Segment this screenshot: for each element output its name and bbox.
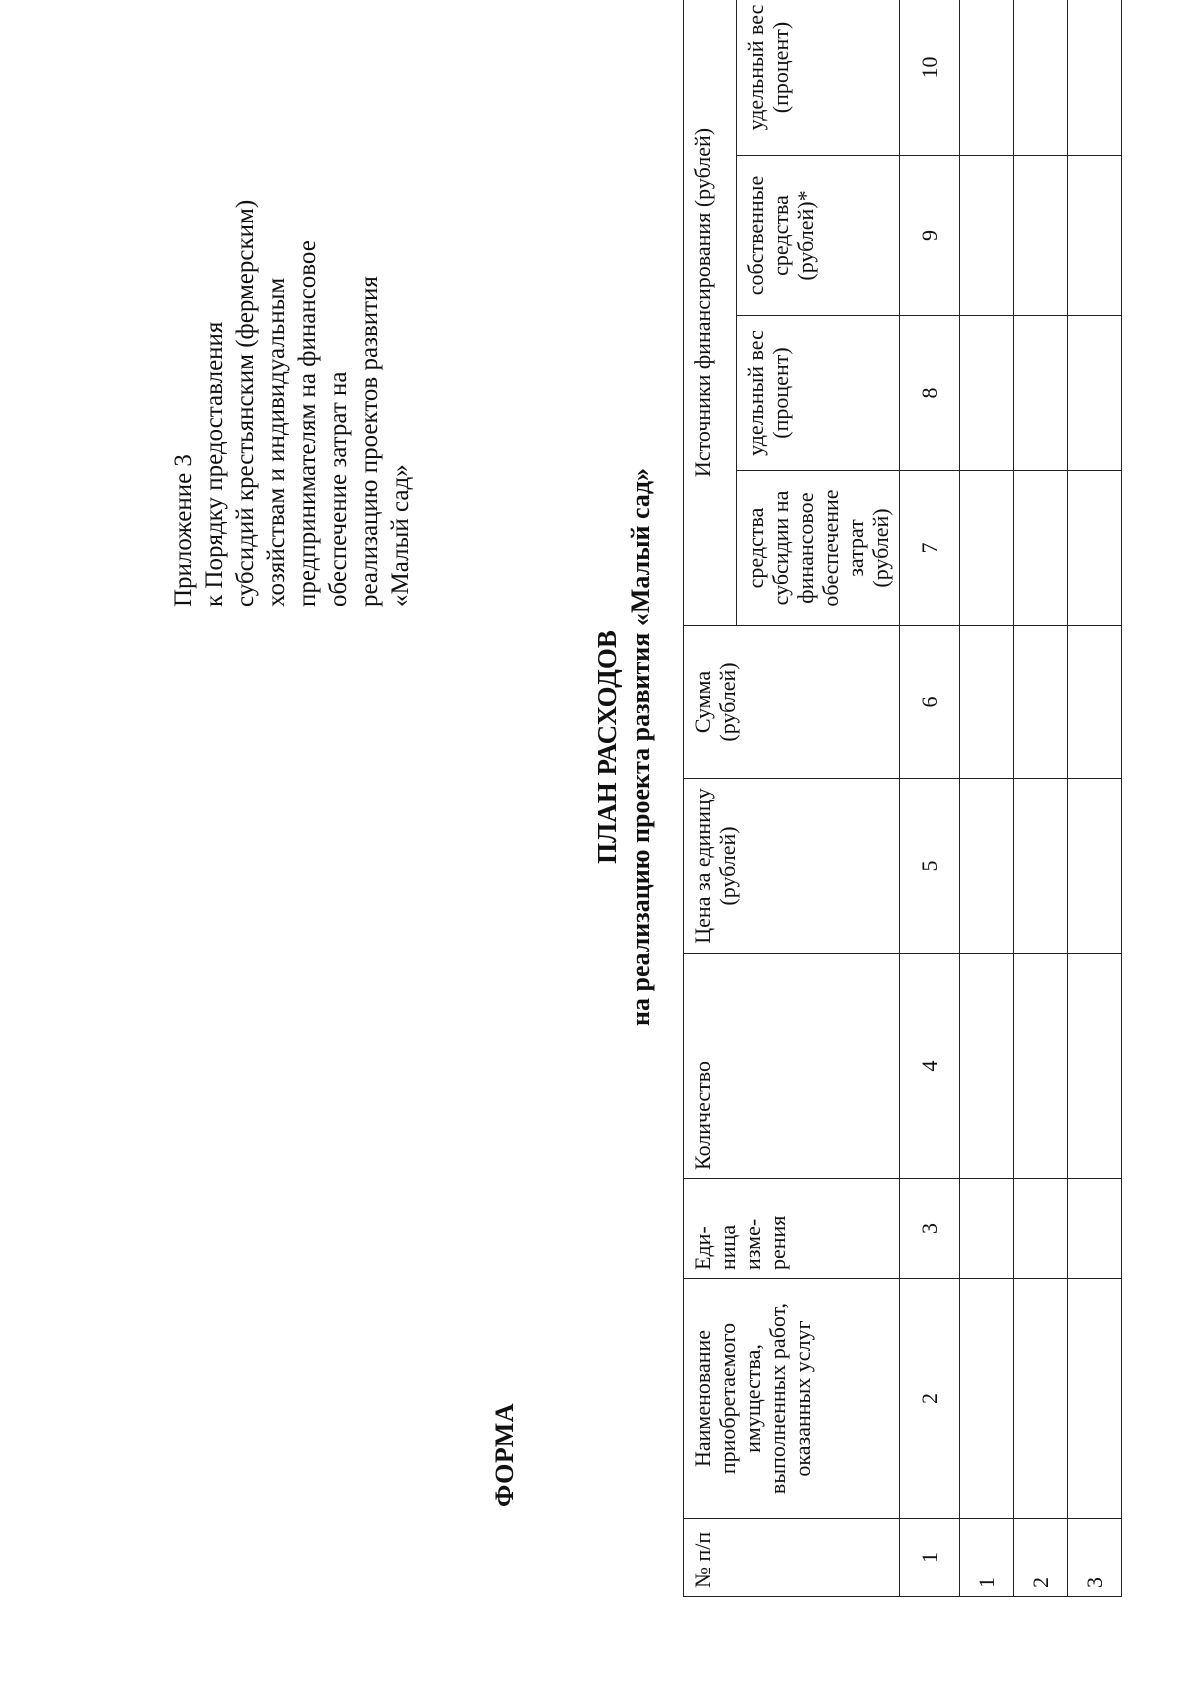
column-number: 3	[900, 1179, 960, 1279]
header-name: Наименование приобретаемого имущества, выполненных работ, оказанных услуг	[684, 1279, 900, 1519]
column-number: 9	[900, 156, 960, 316]
column-number: 2	[900, 1279, 960, 1519]
table-header-row	[684, 0, 737, 1597]
cell-empty	[1068, 1279, 1122, 1519]
cell-empty	[1014, 1179, 1068, 1279]
cell-empty	[1014, 156, 1068, 316]
cell-empty	[1014, 316, 1068, 471]
cell-empty	[960, 954, 1014, 1179]
cell-empty	[1014, 471, 1068, 626]
appendix-line: реализацию проектов развития	[356, 276, 383, 607]
table-row	[1068, 0, 1122, 1597]
cell-empty	[1014, 779, 1068, 954]
column-number: 6	[900, 626, 960, 779]
header-sum: Сумма (рублей)	[684, 626, 900, 779]
cell-empty	[1068, 954, 1122, 1179]
header-own-share: удельный вес (процент)	[737, 0, 900, 156]
cell-empty	[1014, 626, 1068, 779]
appendix-line: субсидий крестьянским (фермерским)	[232, 199, 259, 607]
header-subsidy-share: удельный вес (процент)	[737, 316, 900, 471]
cell-empty	[960, 156, 1014, 316]
cell-empty	[1068, 471, 1122, 626]
cell-empty	[1068, 779, 1122, 954]
cell-empty	[1068, 1179, 1122, 1279]
header-price: Цена за единицу (рублей)	[684, 779, 900, 954]
header-quantity: Количество	[684, 954, 900, 1179]
cell-empty	[1014, 954, 1068, 1179]
appendix-line: предпринимателям на финансовое	[294, 240, 321, 607]
cell-empty	[960, 779, 1014, 954]
header-unit: Еди-ница изме-рения	[684, 1179, 900, 1279]
row-number: 3	[1068, 1519, 1122, 1597]
title-main: ПЛАН РАСХОДОВ	[592, 630, 622, 864]
column-number: 1	[900, 1519, 960, 1597]
header-subsidy: средства субсидии на финансовое обеспечение затрат (рублей)	[737, 471, 900, 626]
column-number: 7	[900, 471, 960, 626]
column-number-row	[900, 0, 960, 1597]
title-subtitle: на реализацию проекта развития «Малый сад»	[626, 468, 655, 1026]
table-row	[1014, 0, 1068, 1597]
cell-empty	[960, 316, 1014, 471]
column-number: 10	[900, 0, 960, 156]
header-funding-sources: Источники финансирования (рублей)	[684, 0, 737, 626]
appendix-note	[168, 107, 416, 607]
cell-empty	[1068, 0, 1122, 156]
appendix-line: обеспечение затрат на	[325, 371, 352, 607]
cell-empty	[1014, 1279, 1068, 1519]
appendix-line: хозяйствам и индивидуальным	[263, 277, 290, 607]
cell-empty	[1068, 316, 1122, 471]
column-number: 4	[900, 954, 960, 1179]
cell-empty	[960, 471, 1014, 626]
cell-empty	[960, 626, 1014, 779]
cell-empty	[1014, 0, 1068, 156]
appendix-line: Приложение 3	[170, 454, 197, 607]
document-title	[590, 397, 658, 1097]
header-num: № п/п	[684, 1519, 900, 1597]
cell-empty	[960, 1179, 1014, 1279]
expense-plan-table	[683, 0, 1122, 1597]
row-number: 2	[1014, 1519, 1068, 1597]
form-label: ФОРМА	[490, 1402, 519, 1507]
appendix-line: «Малый сад»	[387, 464, 414, 607]
column-number: 5	[900, 779, 960, 954]
appendix-line: к Порядку предоставления	[201, 321, 228, 607]
column-number: 8	[900, 316, 960, 471]
cell-empty	[1068, 156, 1122, 316]
header-own-funds: собственные средства (рублей)*	[737, 156, 900, 316]
row-number: 1	[960, 1519, 1014, 1597]
cell-empty	[1068, 626, 1122, 779]
cell-empty	[960, 1279, 1014, 1519]
table-row	[960, 0, 1014, 1597]
cell-empty	[960, 0, 1014, 156]
